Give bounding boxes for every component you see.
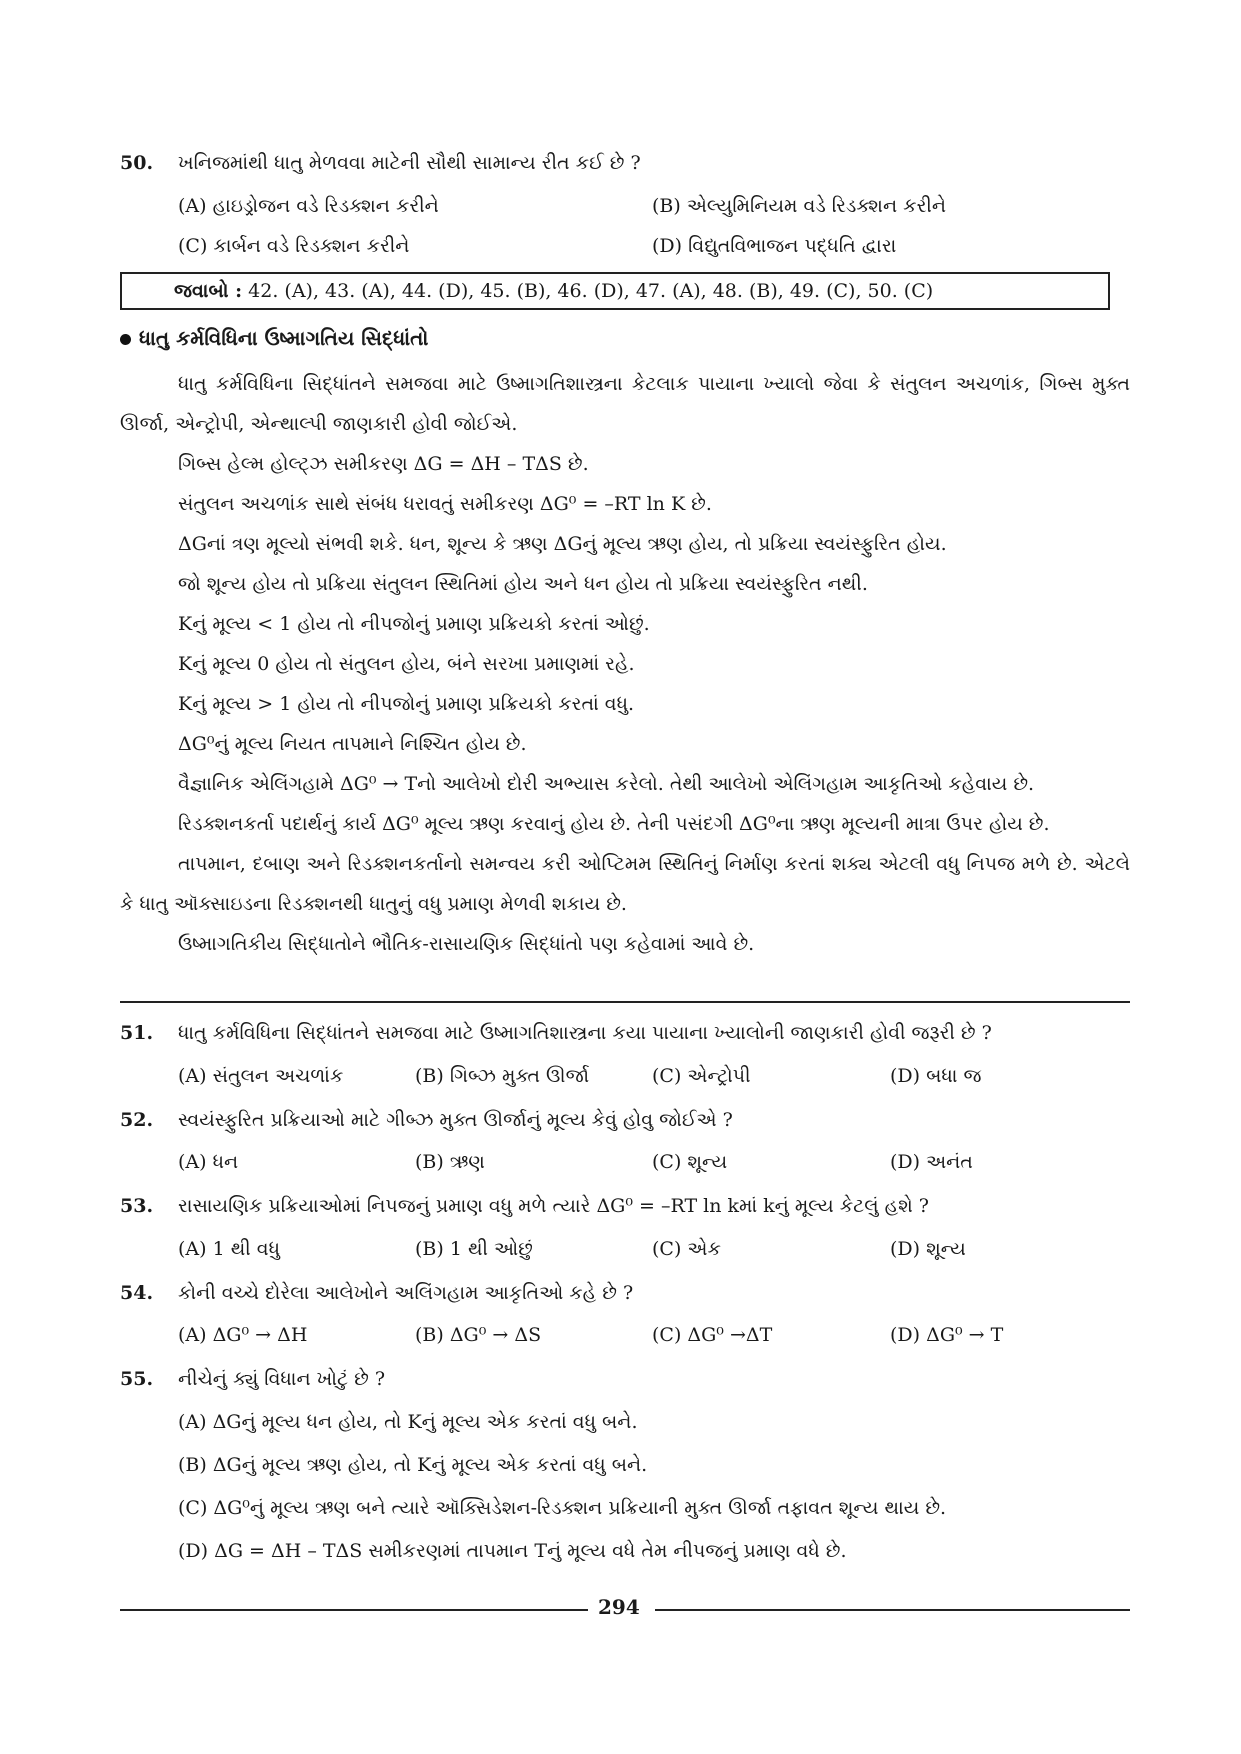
- paragraph: સંતુલન અચળાંક સાથે સંબંધ ધરાવતું સમીકરણ ΔG⁰ = –RT ln K છે.: [178, 493, 712, 515]
- question-number: 54.: [120, 1282, 154, 1304]
- question-number: 52.: [120, 1109, 154, 1131]
- option-a: (A) ધન: [178, 1151, 239, 1173]
- option-d: (D) અનંત: [890, 1151, 973, 1173]
- question-number: 53.: [120, 1195, 154, 1217]
- option-d: (D) શૂન્ય: [890, 1238, 966, 1260]
- option-a: (A) ΔGનું મૂલ્ય ધન હોય, તો Kનું મૂલ્ય એક કરતાં વધુ બને.: [178, 1411, 638, 1433]
- paragraph: Kનું મૂલ્ય > 1 હોય તો નીપજોનું પ્રમાણ પ્રક્રિયકો કરતાં વધુ.: [178, 693, 635, 715]
- option-d: (D) બધા જ: [890, 1065, 982, 1087]
- option-d: (D) વિદ્યુતવિભાજન પદ્ધતિ દ્વારા: [652, 235, 897, 257]
- section-heading: [120, 326, 428, 350]
- paragraph: રિડક્શનકર્તા પદાર્થનું કાર્ય ΔG⁰ મૂલ્ય ઋણ કરવાનું હોય છે. તેની પસંદગી ΔG⁰ના ઋણ મૂલ્યની માત્રા ઉપર હોય છે.: [178, 813, 1050, 835]
- answer-key-box: [120, 272, 1110, 310]
- paragraph: ઉષ્માગતિકીય સિદ્ધાતોને ભૌતિક-રાસાયણિક સિદ્ધાંતો પણ કહેવામાં આવે છે.: [178, 933, 755, 955]
- question-stem: રાસાયણિક પ્રક્રિયાઓમાં નિપજનું પ્રમાણ વધુ મળે ત્યારે ΔG⁰ = –RT ln kમાં kનું મૂલ્ય કેટલું હશે ?: [178, 1195, 929, 1217]
- option-c: (C) કાર્બન વડે રિડક્શન કરીને: [178, 235, 410, 257]
- paragraph: વૈજ્ઞાનિક એલિંગહામે ΔG⁰ → Tનો આલેખો દોરી અભ્યાસ કરેલો. તેથી આલેખો એલિંગહામ આકૃતિઓ કહેવાય છે.: [178, 773, 1035, 795]
- option-b: (B) ΔG⁰ → ΔS: [415, 1324, 542, 1346]
- question-number: 50.: [120, 152, 154, 174]
- answer-key-text: 42. (A), 43. (A), 44. (D), 45. (B), 46. (D), 47. (A), 48. (B), 49. (C), 50. (C): [248, 280, 934, 302]
- option-c: (C) ΔG⁰ →ΔT: [652, 1324, 773, 1346]
- paragraph: ગિબ્સ હેલ્મ હોલ્ટ્ઝ સમીકરણ ΔG = ΔH – TΔS છે.: [178, 453, 589, 475]
- option-b: (B) ΔGનું મૂલ્ય ઋણ હોય, તો Kનું મૂલ્ય એક કરતાં વધુ બને.: [178, 1454, 648, 1476]
- question-stem: કોની વચ્ચે દોરેલા આલેખોને અલિંગહામ આકૃતિઓ કહે છે ?: [178, 1282, 634, 1304]
- option-b: (B) 1 થી ઓછું: [415, 1238, 533, 1260]
- section-divider: [120, 1001, 1130, 1003]
- option-a: (A) સંતુલન અચળાંક: [178, 1065, 344, 1087]
- option-c: (C) એક: [652, 1238, 721, 1260]
- paragraph: જો શૂન્ય હોય તો પ્રક્રિયા સંતુલન સ્થિતિમાં હોય અને ધન હોય તો પ્રક્રિયા સ્વયંસ્ફુરિત નથી.: [178, 573, 868, 595]
- option-a: (A) હાઇડ્રોજન વડે રિડક્શન કરીને: [178, 195, 439, 217]
- option-a: (A) 1 થી વધુ: [178, 1238, 280, 1260]
- paragraph: ΔGનાં ત્રણ મૂલ્યો સંભવી શકે. ધન, શૂન્ય કે ઋણ ΔGનું મૂલ્ય ઋણ હોય, તો પ્રક્રિયા સ્વયંસ્ફુરિત હોય.: [178, 533, 947, 555]
- paragraph: તાપમાન, દબાણ અને રિડક્શનકર્તાનો સમન્વય કરી ઓપ્ટિમમ સ્થિતિનું નિર્માણ કરતાં શક્ય એટલી વધુ નિપજ મળે છે. એટલે કે ધાતુ ઑક્સાઇડના રિડક્શનથી ધાતુનું વધુ પ્રમાણ મેળવી શકાય છે.: [120, 853, 1130, 915]
- footer-rule-right: [655, 1609, 1130, 1611]
- section-title: ધાતુ કર્મવિધિના ઉષ્માગતિય સિદ્ધાંતો: [139, 326, 429, 350]
- question-number: 55.: [120, 1368, 154, 1390]
- option-a: (A) ΔG⁰ → ΔH: [178, 1324, 308, 1346]
- bullet-icon: [120, 334, 131, 345]
- paragraph: ΔG⁰નું મૂલ્ય નિયત તાપમાને નિશ્ચિત હોય છે.: [178, 733, 527, 755]
- answer-key-label: જવાબો :: [174, 280, 243, 302]
- option-d: (D) ΔG⁰ → T: [890, 1324, 1004, 1346]
- section-body: [120, 364, 1130, 964]
- paragraph: Kનું મૂલ્ય 0 હોય તો સંતુલન હોય, બંને સરખા પ્રમાણમાં રહે.: [178, 653, 635, 675]
- question-number: 51.: [120, 1022, 154, 1044]
- question-stem: સ્વયંસ્ફુરિત પ્રક્રિયાઓ માટે ગીબ્ઝ મુક્ત ઊર્જાનું મૂલ્ય કેવું હોવુ જોઈએ ?: [178, 1109, 733, 1131]
- option-c: (C) ΔG⁰નું મૂલ્ય ઋણ બને ત્યારે ઑક્સિડેશન-રિડક્શન પ્રક્રિયાની મુક્ત ઊર્જા તફાવત શૂન્ય થાય છે.: [178, 1497, 947, 1519]
- option-d: (D) ΔG = ΔH – TΔS સમીકરણમાં તાપમાન Tનું મૂલ્ય વધે તેમ નીપજનું પ્રમાણ વધે છે.: [178, 1540, 847, 1562]
- question-stem: ખનિજમાંથી ધાતુ મેળવવા માટેની સૌથી સામાન્ય રીત કઈ છે ?: [178, 152, 641, 174]
- option-c: (C) શૂન્ય: [652, 1151, 728, 1173]
- option-b: (B) ગિબ્ઝ મુક્ત ઊર્જા: [415, 1065, 590, 1087]
- question-stem: ધાતુ કર્મવિધિના સિદ્ધાંતને સમજવા માટે ઉષ્માગતિશાસ્ત્રના કયા પાયાના ખ્યાલોની જાણકારી હોવી જરૂરી છે ?: [178, 1022, 992, 1044]
- paragraph: ધાતુ કર્મવિધિના સિદ્ધાંતને સમજવા માટે ઉષ્માગતિશાસ્ત્રના કેટલાક પાયાના ખ્યાલો જેવા કે સંતુલન અચળાંક, ગિબ્સ મુક્ત ઊર્જા, એન્ટ્રોપી, એન્થાલ્પી જાણકારી હોવી જોઈએ.: [120, 373, 1130, 435]
- paragraph: Kનું મૂલ્ય < 1 હોય તો નીપજોનું પ્રમાણ પ્રક્રિયકો કરતાં ઓછું.: [178, 613, 650, 635]
- option-b: (B) ઋણ: [415, 1151, 485, 1173]
- option-b: (B) એલ્યુમિનિયમ વડે રિડક્શન કરીને: [652, 195, 946, 217]
- question-stem: નીચેનું ક્યું વિધાન ખોટું છે ?: [178, 1368, 386, 1390]
- option-c: (C) એન્ટ્રોપી: [652, 1065, 751, 1087]
- page-number: 294: [598, 1595, 640, 1619]
- footer-rule-left: [120, 1609, 588, 1611]
